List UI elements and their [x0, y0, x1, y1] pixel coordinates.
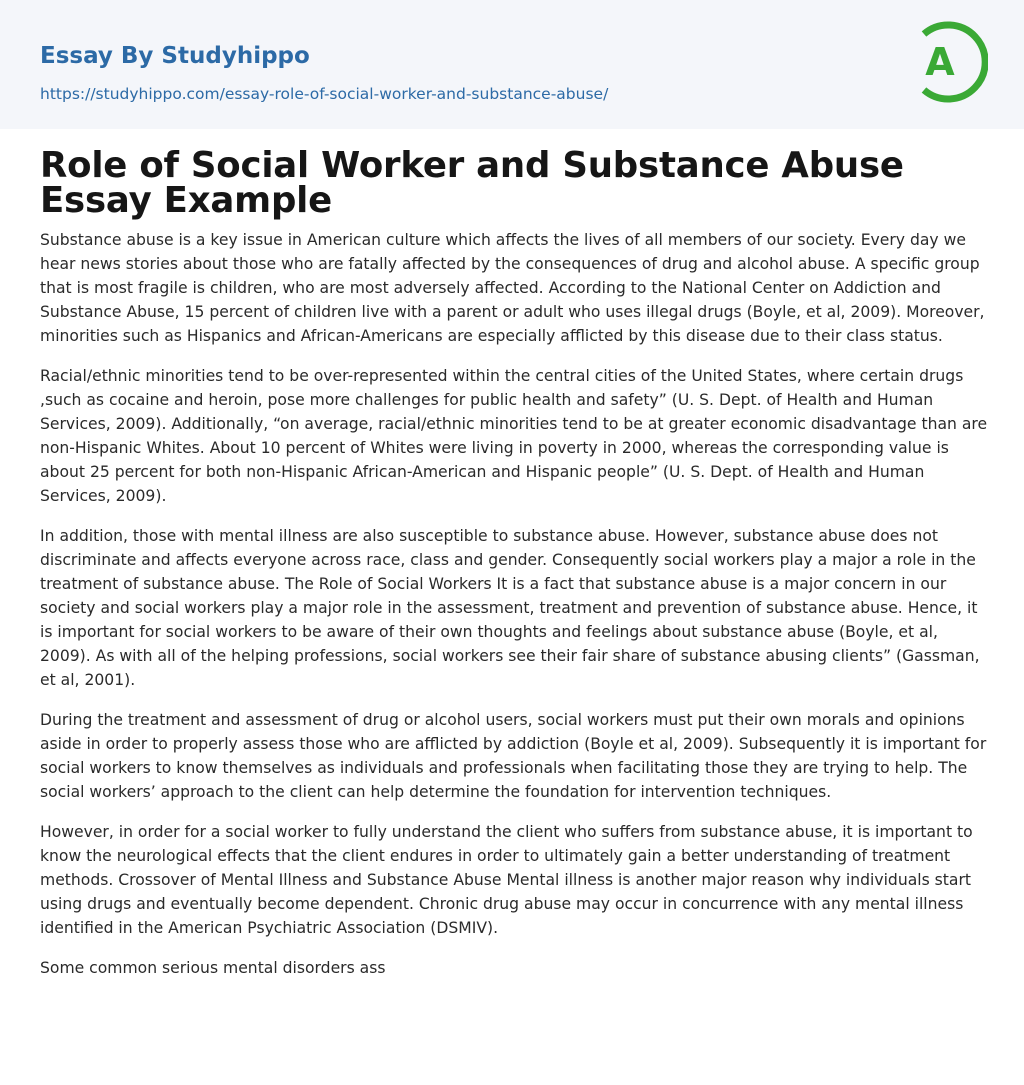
essay-title: Role of Social Worker and Substance Abuse Essay Example [40, 145, 904, 221]
site-title[interactable]: Essay By Studyhippo [40, 43, 310, 69]
paragraph-6: Some common serious mental disorders ass [40, 959, 386, 977]
paragraph-5: However, in order for a social worker to fully understand the client who suffers from substance abuse, it is important to know the neurological effects that the client endures in order to ultimately gain a better understanding of treatment methods. Crossover of Mental Illness and Substance Abuse Mental illness is another major reason why individuals start using drugs and eventually become dependent. Chronic drug abuse may occur in concurrence with any mental illness identified in the American Psychiatric Association (DSMIV). [40, 823, 973, 937]
site-header [0, 0, 1024, 129]
paragraph-3: In addition, those with mental illness are also susceptible to substance abuse. However, substance abuse does not discriminate and affects everyone across race, class and gender. Consequently social workers play a major a role in the treatment of substance abuse. The Role of Social Workers It is a fact that substance abuse is a major concern in our society and social workers play a major role in the assessment, treatment and prevention of substance abuse. Hence, it is important for social workers to be aware of their own thoughts and feelings about substance abuse (Boyle, et al, 2009). As with all of the helping professions, social workers see their fair share of substance abusing clients” (Gassman, et al, 2001). [40, 527, 980, 689]
paragraph-1: Substance abuse is a key issue in American culture which affects the lives of all members of our society. Every day we hear news stories about those who are fatally affected by the consequences of drug and alcohol abuse. A specific group that is most fragile is children, who are most adversely affected. According to the National Center on Addiction and Substance Abuse, 15 percent of children live with a parent or adult who uses illegal drugs (Boyle, et al, 2009). Moreover, minorities such as Hispanics and African-Americans are especially afflicted by this disease due to their class status. [40, 231, 985, 345]
paragraph-2: Racial/ethnic minorities tend to be over-represented within the central cities of the United States, where certain drugs ,such as cocaine and heroin, pose more challenges for public health and safety” (U. S. Dept. of Health and Human Services, 2009). Additionally, “on average, racial/ethnic minorities tend to be at greater economic disadvantage than are non-Hispanic Whites. About 10 percent of Whites were living in poverty in 2000, whereas the corresponding value is about 25 percent for both non-Hispanic African-American and Hispanic people” (U. S. Dept. of Health and Human Services, 2009). [40, 367, 988, 505]
essay-url-link[interactable]: https://studyhippo.com/essay-role-of-social-worker-and-substance-abuse/ [40, 85, 609, 103]
paragraph-4: During the treatment and assessment of drug or alcohol users, social workers must put their own morals and opinions aside in order to properly assess those who are afflicted by addiction (Boyle et al, 2009). Subsequently it is important for social workers to know themselves as individuals and professionals when facilitating those they are trying to help. The social workers’ approach to the client can help determine the foundation for intervention techniques. [40, 711, 987, 801]
logo-letter: A [925, 40, 955, 84]
essay-body [40, 228, 988, 996]
studyhippo-logo-icon[interactable] [908, 18, 988, 106]
